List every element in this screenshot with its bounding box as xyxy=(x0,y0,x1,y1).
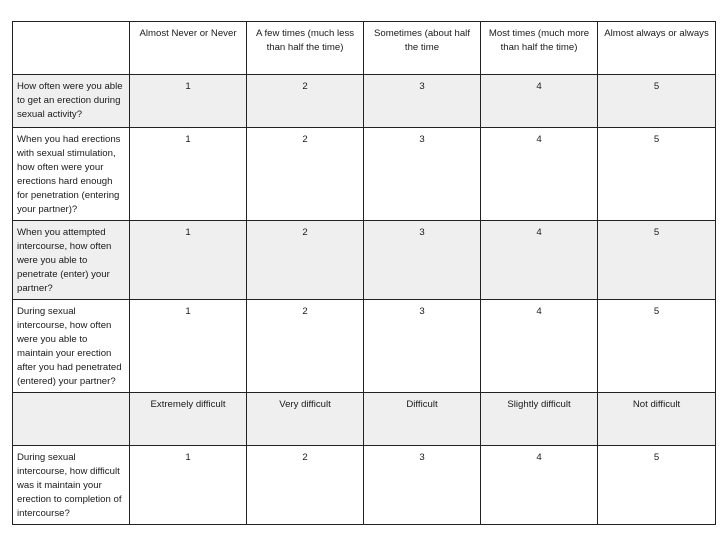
score-cell[interactable]: 4 xyxy=(481,221,598,300)
score-cell[interactable]: 3 xyxy=(364,221,481,300)
score-cell[interactable]: 1 xyxy=(130,300,247,393)
header-cell: Slightly difficult xyxy=(481,393,598,446)
score-cell[interactable]: 5 xyxy=(598,300,716,393)
header-cell: Almost Never or Never xyxy=(130,22,247,75)
score-cell[interactable]: 3 xyxy=(364,446,481,525)
question-cell: When you attempted intercourse, how often were you able to penetrate (enter) your partner? xyxy=(13,221,130,300)
header-cell: A few times (much less than half the time) xyxy=(247,22,364,75)
score-cell[interactable]: 1 xyxy=(130,128,247,221)
score-cell[interactable]: 2 xyxy=(247,75,364,128)
header-cell: Very difficult xyxy=(247,393,364,446)
question-cell: How often were you able to get an erection during sexual activity? xyxy=(13,75,130,128)
table-row xyxy=(13,128,716,221)
difficulty-header-row xyxy=(13,393,716,446)
corner-cell xyxy=(13,393,130,446)
score-cell[interactable]: 1 xyxy=(130,446,247,525)
score-cell[interactable]: 5 xyxy=(598,128,716,221)
score-cell[interactable]: 3 xyxy=(364,128,481,221)
score-cell[interactable]: 5 xyxy=(598,221,716,300)
header-cell: Most times (much more than half the time) xyxy=(481,22,598,75)
question-cell: During sexual intercourse, how often were you able to maintain your erection after you had penetrated (entered) your partner? xyxy=(13,300,130,393)
score-cell[interactable]: 5 xyxy=(598,75,716,128)
score-cell[interactable]: 3 xyxy=(364,75,481,128)
score-cell[interactable]: 5 xyxy=(598,446,716,525)
score-cell[interactable]: 3 xyxy=(364,300,481,393)
score-cell[interactable]: 4 xyxy=(481,75,598,128)
header-cell: Extremely difficult xyxy=(130,393,247,446)
header-cell: Almost always or always xyxy=(598,22,716,75)
score-cell[interactable]: 4 xyxy=(481,128,598,221)
score-cell[interactable]: 4 xyxy=(481,446,598,525)
question-cell: During sexual intercourse, how difficult was it maintain your erection to completion of intercourse? xyxy=(13,446,130,525)
header-cell: Difficult xyxy=(364,393,481,446)
questionnaire-table xyxy=(12,21,716,525)
header-cell: Sometimes (about half the time xyxy=(364,22,481,75)
score-cell[interactable]: 4 xyxy=(481,300,598,393)
score-cell[interactable]: 2 xyxy=(247,446,364,525)
corner-cell xyxy=(13,22,130,75)
score-cell[interactable]: 1 xyxy=(130,75,247,128)
table-row xyxy=(13,75,716,128)
question-cell: When you had erections with sexual stimulation, how often were your erections hard enough for penetration (entering your partner)? xyxy=(13,128,130,221)
score-cell[interactable]: 2 xyxy=(247,128,364,221)
frequency-header-row xyxy=(13,22,716,75)
score-cell[interactable]: 2 xyxy=(247,221,364,300)
table-row xyxy=(13,300,716,393)
table-row xyxy=(13,221,716,300)
table-row xyxy=(13,446,716,525)
score-cell[interactable]: 2 xyxy=(247,300,364,393)
header-cell: Not difficult xyxy=(598,393,716,446)
score-cell[interactable]: 1 xyxy=(130,221,247,300)
